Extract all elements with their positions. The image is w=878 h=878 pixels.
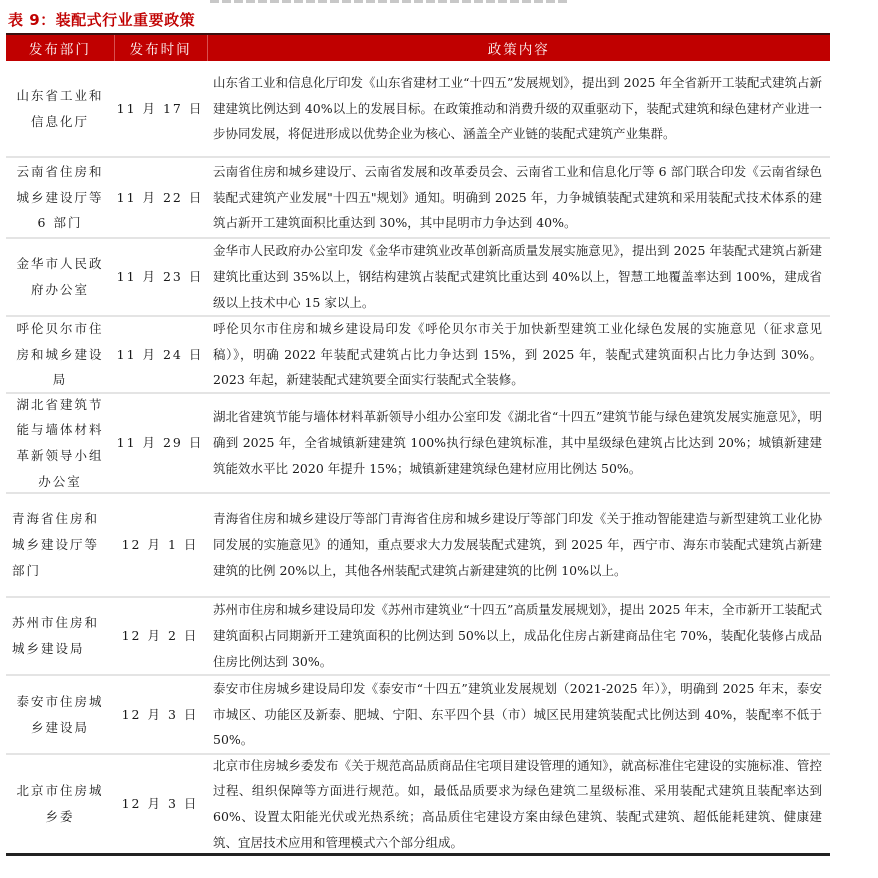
date-cell: 11 月 29 日: [116, 435, 204, 451]
table-row: [6, 239, 830, 317]
date-cell: 12 月 3 日: [121, 706, 199, 722]
content-cell: [206, 61, 830, 156]
content-cell: [206, 158, 830, 237]
date-cell: 12 月 2 日: [121, 628, 199, 644]
content-cell: [206, 598, 830, 674]
table-row: [6, 61, 830, 158]
content-text: 青海省住房和城乡建设厅等部门青海省住房和城乡建设厅等部门印发《关于推动智能建造与新型建筑工业化协同发展的实施意见》的通知，重点要求大力发展装配式建筑，到 2025 年，西宁市、海东市装配式建筑占新建建筑的比例 20%以上，其他各州装配式建筑占新建建筑的比例 10%以上。: [213, 511, 822, 578]
table-header: [6, 33, 830, 61]
date-cell: 11 月 22 日: [116, 189, 204, 205]
content-text: 呼伦贝尔市住房和城乡建设局印发《呼伦贝尔市关于加快新型建筑工业化绿色发展的实施意见（征求意见稿）》，明确 2022 年装配式建筑占比力争达到 15%，到 2025 年，装配式建筑面积占比力争达到 30%。2023 年起，新建装配式建筑要全面实行装配式全装修。: [213, 320, 822, 388]
department-cell: 青海省住房和城乡建设厅等部门: [12, 511, 100, 578]
content-text: 苏州市住房和城乡建设局印发《苏州市建筑业“十四五”高质量发展规划》，提出 2025 年末，全市新开工装配式建筑面积占同期新开工建筑面积的比例达到 50%以上，成品化住房占新建商品住宅 70%，装配化装修占成品住房比例达到 30%。: [213, 602, 822, 669]
column-header-content: 政策内容: [487, 42, 550, 58]
department-cell: 呼伦贝尔市住房和城乡建设局: [16, 320, 104, 388]
department-cell: 云南省住房和城乡建设厅等 6 部门: [16, 163, 104, 231]
column-header-department: 发布部门: [6, 35, 115, 61]
cropped-previous-paragraph: [210, 0, 570, 4]
date-cell: 11 月 23 日: [116, 269, 204, 285]
content-cell: [206, 494, 830, 596]
department-cell: 北京市住房城乡委: [16, 783, 104, 824]
content-cell: [206, 239, 830, 315]
column-header-date: 发布时间: [115, 35, 208, 61]
department-cell: 湖北省建筑节能与墙体材料革新领导小组办公室: [16, 396, 104, 489]
table-row: [6, 317, 830, 394]
table-row: [6, 676, 830, 755]
content-text: 云南省住房和城乡建设厅、云南省发展和改革委员会、云南省工业和信息化厅等 6 部门联合印发《云南省绿色装配式建筑产业发展"十四五"规划》通知。明确到 2025 年，力争城镇装配式建筑和采用装配式技术体系的建筑占新开工建筑面积比重达到 30%，其中昆明市力争达到 40%。: [213, 163, 822, 231]
table-title: 表 9：装配式行业重要政策: [8, 11, 196, 29]
content-cell: [206, 317, 830, 392]
content-text: 金华市人民政府办公室印发《金华市建筑业改革创新高质量发展实施意见》，提出到 2025 年装配式建筑占新建建筑比重达到 35%以上，钢结构建筑占装配式建筑比重达到 40%以上，智慧工地覆盖率达到 100%，建成省级以上技术中心 15 家以上。: [213, 243, 822, 310]
date-cell: 12 月 3 日: [121, 796, 199, 812]
content-text: 湖北省建筑节能与墙体材料革新领导小组办公室印发《湖北省“十四五”建筑节能与绿色建筑发展实施意见》，明确到 2025 年，全省城镇新建建筑 100%执行绿色建筑标准，其中星级绿色建筑占比达到 20%；城镇新建建筑能效水平比 2020 年提升 15%；城镇新建建筑绿色建材应用比例达 50%。: [213, 409, 822, 476]
content-text: 泰安市住房城乡建设局印发《泰安市“十四五”建筑业发展规划（2021-2025 年）》，明确到 2025 年末，泰安市城区、功能区及新泰、肥城、宁阳、东平四个县（市）城区民用建筑装配式比例达到 40%，装配率不低于 50%。: [213, 680, 822, 748]
table-row: [6, 158, 830, 239]
table-row: [6, 494, 830, 598]
content-text: 山东省工业和信息化厅印发《山东省建材工业“十四五”发展规划》，提出到 2025 年全省新开工装配式建筑占新建建筑比例达到 40%以上的发展目标。在政策推动和消费升级的双重驱动下，装配式建筑和绿色建材产业进一步协同发展，将促进形成以优势企业为核心、涵盖全产业链的装配式建筑产业集群。: [213, 74, 822, 142]
content-cell: [206, 755, 830, 853]
table-row: [6, 394, 830, 494]
date-cell: 11 月 24 日: [116, 346, 204, 362]
content-cell: [206, 676, 830, 753]
date-cell: 12 月 1 日: [121, 537, 199, 553]
department-cell: 苏州市住房和城乡建设局: [12, 615, 100, 656]
content-text: 北京市住房城乡委发布《关于规范高品质商品住宅项目建设管理的通知》，就高标准住宅建设的实施标准、管控过程、组织保障等方面进行规范。如，最低品质要求为绿色建筑二星级标准、采用装配式建筑且装配率达到 60%、设置太阳能光伏或光热系统；高品质住宅建设方案由绿色建筑、装配式建筑、超低能耗建筑、健康建筑、宜居技术应用和管理模式六个部分组成。: [213, 757, 822, 850]
department-cell: 泰安市住房城乡建设局: [16, 693, 104, 735]
department-cell: 金华市人民政府办公室: [16, 256, 104, 297]
date-cell: 11 月 17 日: [116, 100, 204, 116]
content-cell: [206, 394, 830, 492]
policy-table: [6, 33, 830, 856]
table-row: [6, 598, 830, 676]
department-cell: 山东省工业和信息化厅: [16, 87, 104, 129]
table-row: [6, 755, 830, 856]
